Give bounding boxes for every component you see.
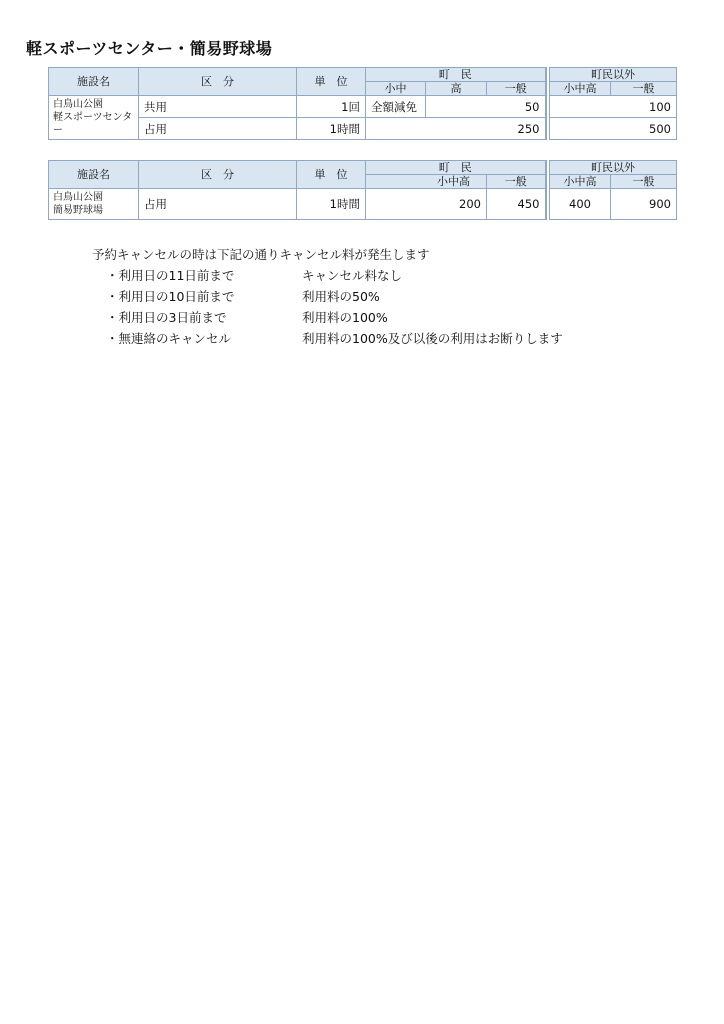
facility-park: 白鳥山公園 [53,99,103,110]
header-facility: 施設名 [49,68,139,96]
note-item [92,265,563,286]
header-category: 区 分 [139,68,297,96]
header-nonresident: 町民以外 [550,68,677,82]
header-unit: 単 位 [297,161,366,189]
category-exclusive: 占用 [139,189,297,220]
note-item [92,286,563,307]
facility-sub: 軽スポーツセンター [53,112,133,136]
note-value: 利用料の100% [302,310,388,325]
fee-nonresident-shared: 100 [550,96,677,118]
header-elem-mid-high: 小中高 [366,175,487,189]
facility-name [49,189,139,220]
header-general: 一般 [487,175,546,189]
category-exclusive: 占用 [139,118,297,140]
note-value: 利用料の50% [302,289,380,304]
note-label: ・利用日の11日前まで [106,268,235,283]
header-resident: 町 民 [366,161,546,175]
note-value: 利用料の100%及び以後の利用はお断りします [302,331,563,346]
header-nonres-emh: 小中高 [550,175,611,189]
header-nonresident: 町民以外 [550,161,677,175]
header-elem-mid: 小中 [366,82,426,96]
note-item [92,328,563,349]
header-nonres-general: 一般 [611,82,677,96]
facility-park: 白鳥山公園 [53,192,103,203]
fee-resident-emh: 200 [366,189,487,220]
fee-resident-high-general: 50 [426,96,546,118]
fee-resident-elem-mid: 全額減免 [366,96,426,118]
unit-per-hour: 1時間 [297,189,366,220]
fee-nonresident-emh: 400 [550,189,611,220]
header-high: 高 [426,82,487,96]
note-value: キャンセル料なし [302,268,403,283]
fee-resident-exclusive: 250 [366,118,546,140]
notes-intro: 予約キャンセルの時は下記の通りキャンセル料が発生します [92,247,430,262]
fee-resident-general: 450 [487,189,546,220]
fee-nonresident-exclusive: 500 [550,118,677,140]
header-general: 一般 [487,82,546,96]
header-unit: 単 位 [297,68,366,96]
header-nonres-emh: 小中高 [550,82,611,96]
note-label: ・利用日の10日前まで [106,289,235,304]
fee-table-baseball-field [48,160,677,220]
header-resident: 町 民 [366,68,546,82]
note-label: ・利用日の3日前まで [106,310,227,325]
header-facility: 施設名 [49,161,139,189]
facility-name [49,96,139,140]
header-nonres-general: 一般 [611,175,677,189]
fee-table-light-sports-center [48,67,677,140]
note-label: ・無連絡のキャンセル [106,331,232,346]
header-category: 区 分 [139,161,297,189]
fee-nonresident-general: 900 [611,189,677,220]
unit-per-hour: 1時間 [297,118,366,140]
page-title: 軽スポーツセンター・簡易野球場 [26,39,273,58]
note-item [92,307,563,328]
facility-sub: 簡易野球場 [53,205,103,216]
category-shared: 共用 [139,96,297,118]
unit-per-use: 1回 [297,96,366,118]
cancellation-notes [92,244,563,349]
